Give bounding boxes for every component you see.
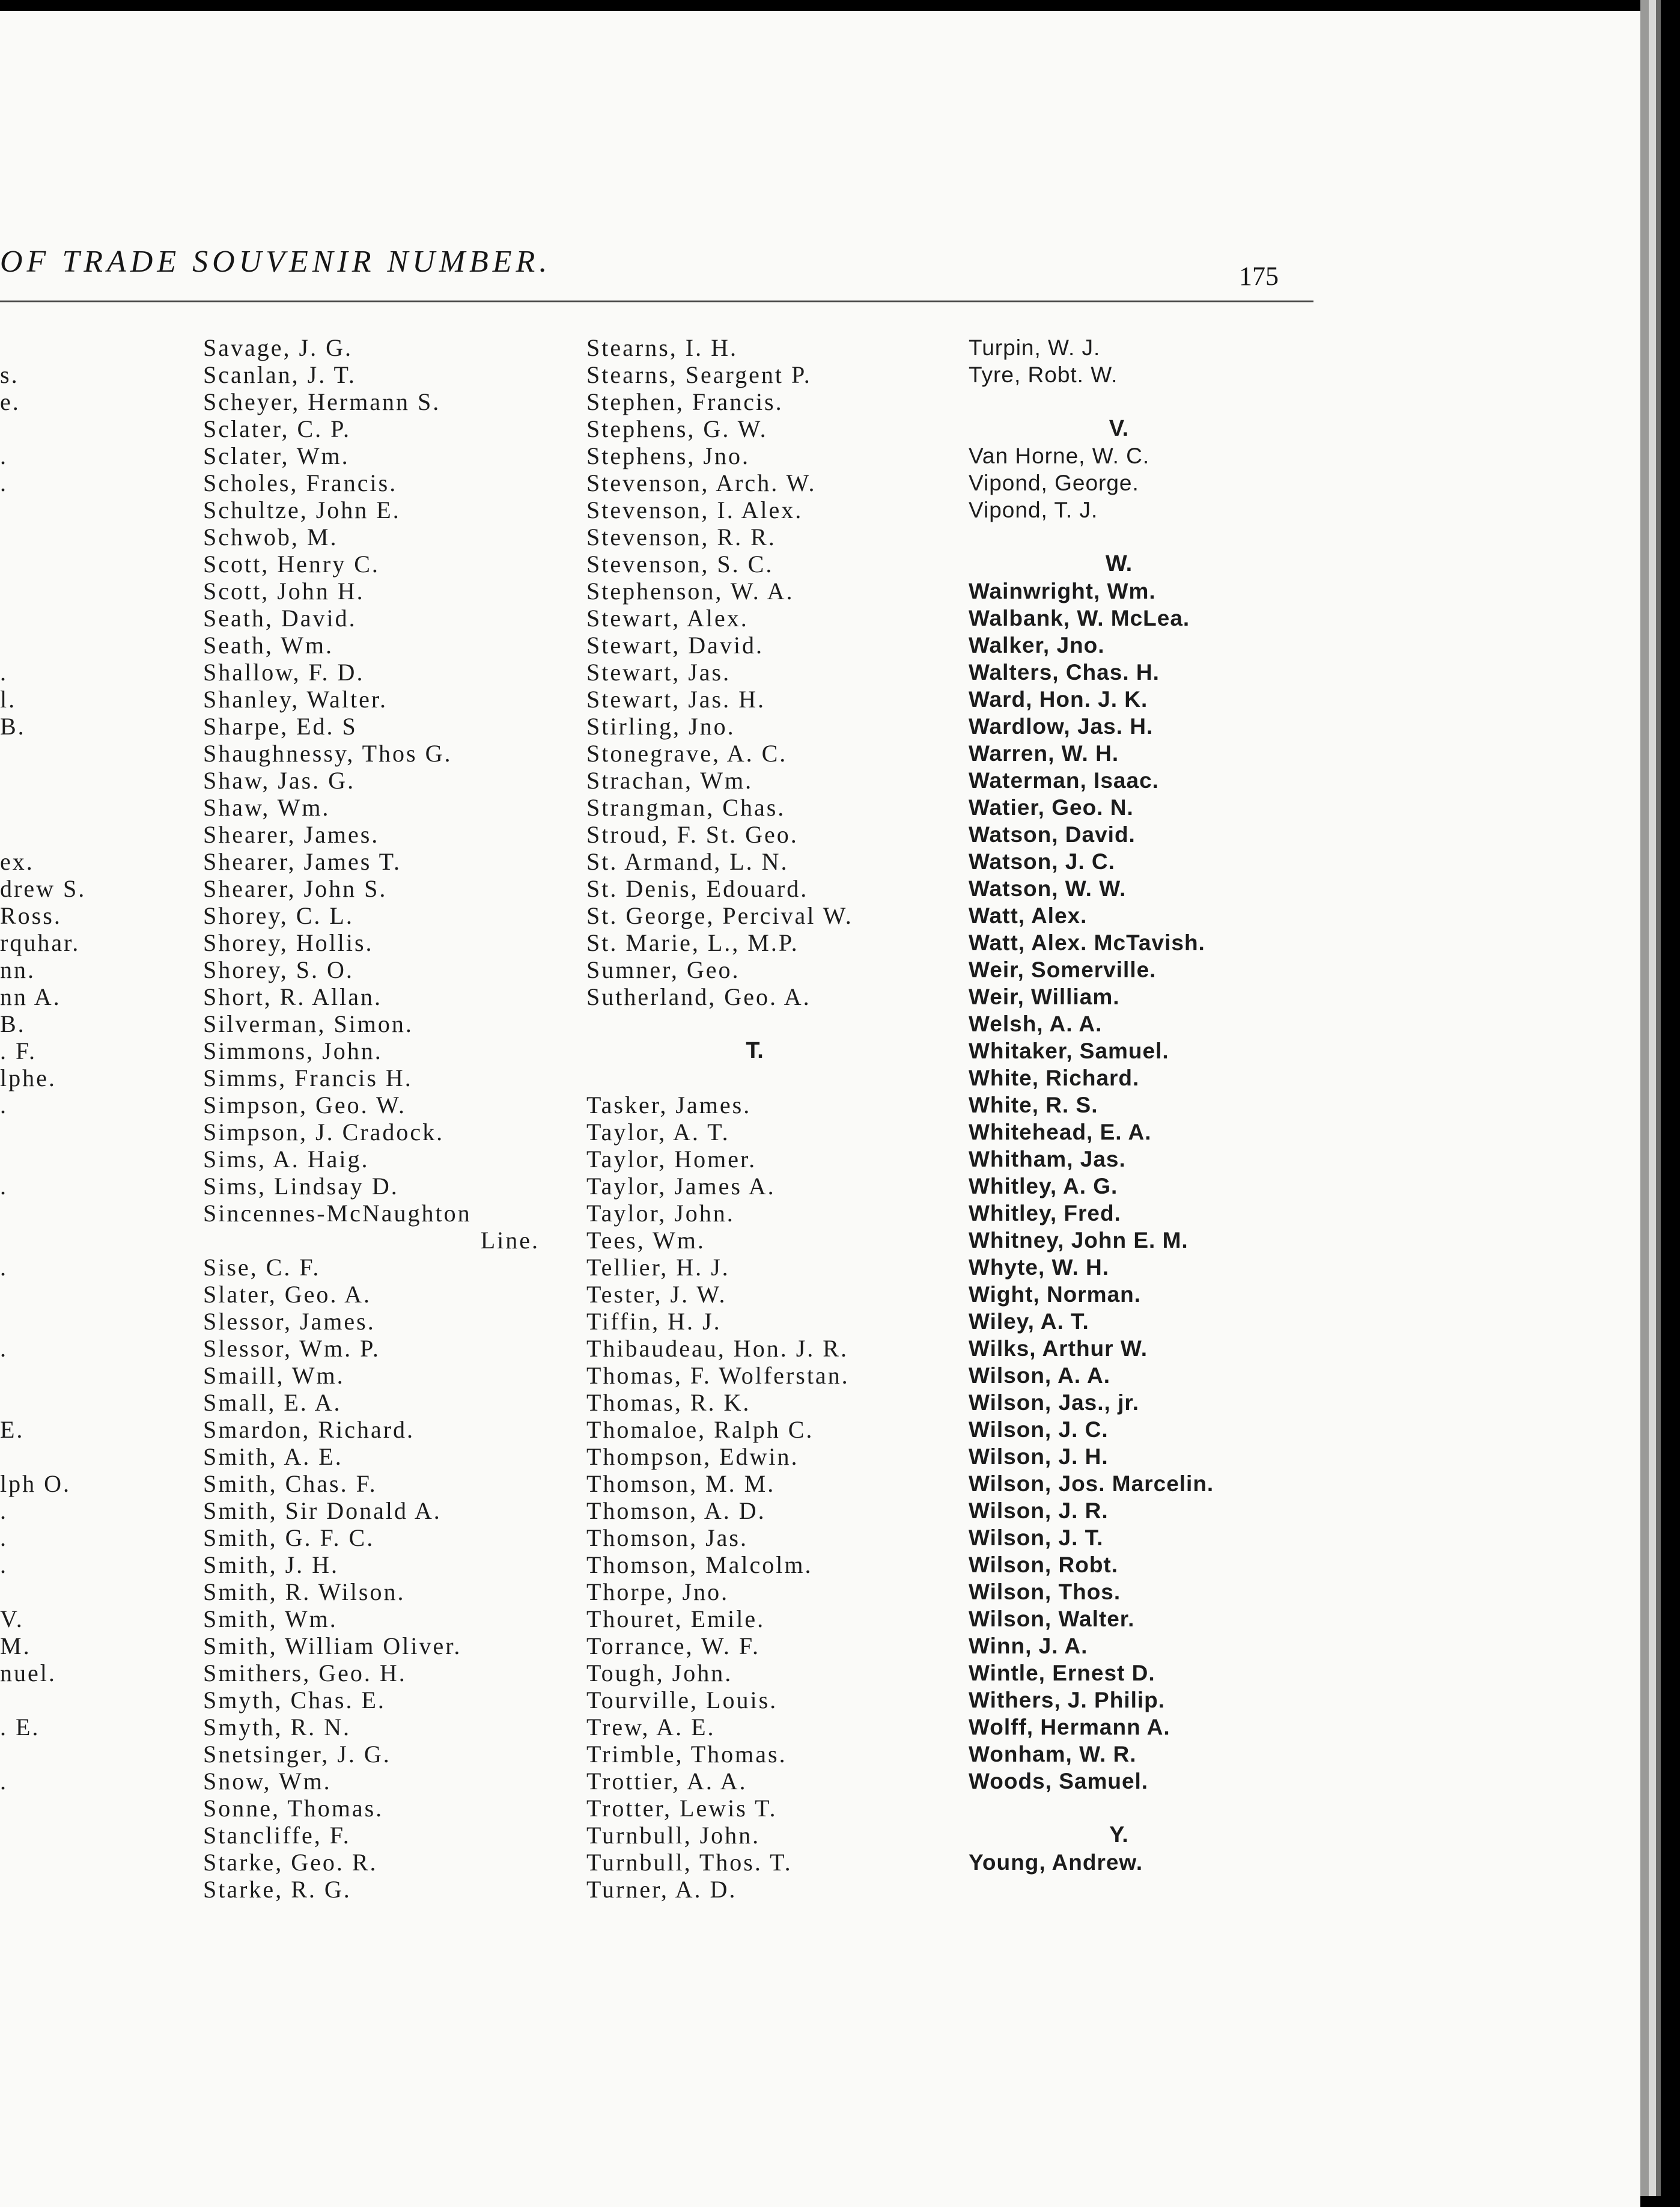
name-fragment	[0, 334, 108, 361]
name-entry: Shanley, Walter.	[203, 686, 388, 713]
section-gap	[586, 1010, 923, 1037]
name-fragment	[0, 1687, 108, 1714]
name-entry: Smyth, R. N.	[203, 1714, 352, 1741]
name-entry: Scholes, Francis.	[203, 469, 398, 496]
name-entry: Smith, Wm.	[203, 1605, 338, 1632]
name-entry: Stewart, Alex.	[586, 605, 749, 632]
name-entry: Scanlan, J. T.	[203, 361, 356, 388]
name-entry: St. Armand, L. N.	[586, 848, 789, 875]
name-entry: Shearer, James.	[203, 821, 380, 848]
name-entry: Taylor, James A.	[586, 1173, 776, 1200]
name-entry: Sincennes-McNaughton	[203, 1200, 472, 1227]
name-entry: St. Marie, L., M.P.	[586, 929, 799, 956]
name-fragment	[0, 415, 108, 442]
name-entry: Trottier, A. A.	[586, 1768, 747, 1795]
column-st-t-names	[586, 334, 923, 1903]
name-fragment: M.	[0, 1632, 31, 1659]
name-entry: Whitley, Fred.	[969, 1201, 1121, 1226]
header-rule	[0, 301, 1313, 302]
name-fragment: V.	[0, 1605, 24, 1632]
name-fragment: e.	[0, 388, 20, 415]
name-entry: Sharpe, Ed. S	[203, 713, 358, 740]
name-entry: Young, Andrew.	[969, 1850, 1143, 1875]
name-entry: Welsh, A. A.	[969, 1012, 1103, 1036]
name-entry: Stewart, David.	[586, 632, 764, 659]
section-letter: Y.	[1109, 1822, 1128, 1848]
name-entry: Thomson, Jas.	[586, 1524, 748, 1551]
name-entry: Stephenson, W. A.	[586, 578, 794, 605]
name-entry: Taylor, Homer.	[586, 1146, 757, 1173]
name-fragment: . E.	[0, 1714, 40, 1741]
name-entry: Smyth, Chas. E.	[203, 1687, 386, 1714]
name-fragment	[0, 1362, 108, 1389]
name-entry: Sclater, Wm.	[203, 442, 350, 469]
name-fragment	[0, 767, 108, 794]
section-letter: T.	[746, 1038, 764, 1063]
name-entry: Simms, Francis H.	[203, 1064, 413, 1091]
name-fragment	[0, 794, 108, 821]
name-entry: Simmons, John.	[203, 1037, 383, 1064]
name-entry: Simpson, Geo. W.	[203, 1091, 407, 1119]
section-letter: V.	[1109, 416, 1129, 441]
name-entry: Wardlow, Jas. H.	[969, 714, 1154, 739]
page-edge	[1656, 0, 1661, 2196]
name-fragment: .	[0, 1335, 8, 1362]
name-entry: Wilson, J. H.	[969, 1444, 1109, 1469]
section-gap	[969, 1795, 1269, 1822]
name-entry: Turner, A. D.	[586, 1876, 737, 1903]
name-entry: Shorey, S. O.	[203, 956, 354, 983]
name-entry: Wilson, A. A.	[969, 1363, 1111, 1388]
name-entry: Slater, Geo. A.	[203, 1281, 372, 1308]
name-fragment	[0, 740, 108, 767]
name-entry: Wight, Norman.	[969, 1282, 1142, 1307]
name-fragment: B.	[0, 1010, 26, 1037]
name-fragment: .	[0, 1497, 8, 1524]
name-entry: Thomas, R. K.	[586, 1389, 751, 1416]
name-entry: Watson, W. W.	[969, 876, 1127, 901]
name-entry: Stevenson, S. C.	[586, 551, 774, 578]
name-entry: Shallow, F. D.	[203, 659, 365, 686]
name-fragment	[0, 551, 108, 578]
name-entry: Wilson, Walter.	[969, 1607, 1135, 1631]
name-fragment	[0, 496, 108, 524]
name-fragment: Ross.	[0, 902, 62, 929]
name-entry: Shaughnessy, Thos G.	[203, 740, 452, 767]
name-entry: Scott, Henry C.	[203, 551, 380, 578]
name-entry: Ward, Hon. J. K.	[969, 687, 1148, 712]
name-entry: Winn, J. A.	[969, 1634, 1088, 1658]
name-entry: Thompson, Edwin.	[586, 1443, 799, 1470]
name-entry: White, R. S.	[969, 1093, 1098, 1117]
name-entry: Smith, R. Wilson.	[203, 1578, 406, 1605]
name-entry: Smardon, Richard.	[203, 1416, 415, 1443]
name-entry: Sumner, Geo.	[586, 956, 740, 983]
name-fragment: lph O.	[0, 1470, 71, 1497]
name-entry: Scott, John H.	[203, 578, 365, 605]
name-entry: Thomaloe, Ralph C.	[586, 1416, 814, 1443]
name-entry: Watier, Geo. N.	[969, 795, 1134, 820]
page	[0, 11, 1640, 2207]
name-fragment: .	[0, 1173, 8, 1200]
name-fragment	[0, 578, 108, 605]
name-entry: Stonegrave, A. C.	[586, 740, 788, 767]
column-left-fragment	[0, 334, 108, 1795]
name-fragment: B.	[0, 713, 26, 740]
name-entry: Smithers, Geo. H.	[203, 1659, 407, 1687]
name-entry: Smith, Chas. F.	[203, 1470, 377, 1497]
name-entry: Torrance, W. F.	[586, 1632, 760, 1659]
name-entry: Taylor, John.	[586, 1200, 735, 1227]
name-fragment	[0, 1443, 108, 1470]
name-entry: Weir, William.	[969, 984, 1120, 1009]
name-entry: Stevenson, I. Alex.	[586, 496, 803, 524]
name-entry: Thorpe, Jno.	[586, 1578, 729, 1605]
name-fragment: .	[0, 442, 8, 469]
name-entry: Walker, Jno.	[969, 633, 1105, 658]
name-entry: Vipond, George.	[969, 471, 1139, 495]
name-entry: Smith, G. F. C.	[203, 1524, 375, 1551]
name-entry: Schultze, John E.	[203, 496, 401, 524]
name-entry: Thomson, M. M.	[586, 1470, 776, 1497]
name-fragment: .	[0, 1254, 8, 1281]
name-entry: Wilson, J. C.	[969, 1417, 1109, 1442]
name-entry: Van Horne, W. C.	[969, 444, 1150, 468]
name-entry: Wilks, Arthur W.	[969, 1336, 1148, 1361]
name-entry: Shaw, Jas. G.	[203, 767, 356, 794]
name-entry: Smith, J. H.	[203, 1551, 339, 1578]
name-entry: Sonne, Thomas.	[203, 1795, 384, 1822]
name-entry: Whitham, Jas.	[969, 1147, 1126, 1171]
name-entry: Wolff, Hermann A.	[969, 1715, 1170, 1739]
name-entry: Trotter, Lewis T.	[586, 1795, 778, 1822]
name-entry: Thouret, Emile.	[586, 1605, 765, 1632]
name-fragment	[0, 605, 108, 632]
name-fragment	[0, 1741, 108, 1768]
name-entry: Stephens, G. W.	[586, 415, 768, 442]
name-entry: Wilson, J. R.	[969, 1498, 1109, 1523]
name-entry: Turnbull, John.	[586, 1822, 761, 1849]
name-fragment	[0, 1308, 108, 1335]
section-gap	[969, 388, 1269, 415]
name-entry: Shaw, Wm.	[203, 794, 330, 821]
name-entry: Smith, William Oliver.	[203, 1632, 462, 1659]
name-entry: Stephens, Jno.	[586, 442, 750, 469]
name-entry: Wilson, Robt.	[969, 1552, 1119, 1577]
name-entry: Wilson, Jos. Marcelin.	[969, 1471, 1214, 1496]
name-entry: Seath, David.	[203, 605, 357, 632]
name-entry: Schwob, M.	[203, 524, 338, 551]
name-entry: Tester, J. W.	[586, 1281, 727, 1308]
name-entry: Tyre, Robt. W.	[969, 362, 1118, 387]
name-entry: Tough, John.	[586, 1659, 733, 1687]
name-entry: Stirling, Jno.	[586, 713, 735, 740]
name-entry: Walbank, W. McLea.	[969, 606, 1190, 630]
name-entry: Tellier, H. J.	[586, 1254, 730, 1281]
name-entry: Weir, Somerville.	[969, 957, 1157, 982]
name-entry: Sclater, C. P.	[203, 415, 351, 442]
name-entry: Slessor, James.	[203, 1308, 376, 1335]
name-fragment	[0, 632, 108, 659]
name-fragment: E.	[0, 1416, 25, 1443]
name-fragment	[0, 1200, 108, 1227]
name-fragment: drew S.	[0, 875, 87, 902]
name-entry: Woods, Samuel.	[969, 1769, 1149, 1793]
section-gap	[586, 1064, 923, 1091]
name-entry: Stewart, Jas.	[586, 659, 731, 686]
name-entry: Watson, J. C.	[969, 849, 1115, 874]
page-edge	[1640, 0, 1649, 2196]
name-entry: Strachan, Wm.	[586, 767, 753, 794]
name-entry: Stephen, Francis.	[586, 388, 784, 415]
name-entry: Whitley, A. G.	[969, 1174, 1118, 1198]
name-entry: Vipond, T. J.	[969, 498, 1098, 522]
name-entry: Walters, Chas. H.	[969, 660, 1160, 685]
name-entry: Thibaudeau, Hon. J. R.	[586, 1335, 848, 1362]
name-fragment	[0, 1578, 108, 1605]
name-entry: Wainwright, Wm.	[969, 579, 1156, 603]
name-entry: Stroud, F. St. Geo.	[586, 821, 799, 848]
name-entry: St. Denis, Edouard.	[586, 875, 809, 902]
name-entry: Tourville, Louis.	[586, 1687, 778, 1714]
name-fragment	[0, 821, 108, 848]
name-entry: Simpson, J. Cradock.	[203, 1119, 445, 1146]
name-entry: Tasker, James.	[586, 1091, 752, 1119]
name-entry: Stewart, Jas. H.	[586, 686, 765, 713]
name-entry: Whitaker, Samuel.	[969, 1039, 1169, 1063]
name-entry: Small, E. A.	[203, 1389, 342, 1416]
name-fragment: ex.	[0, 848, 34, 875]
name-entry: Stancliffe, F.	[203, 1822, 351, 1849]
name-fragment: .	[0, 659, 8, 686]
name-entry: Tiffin, H. J.	[586, 1308, 722, 1335]
name-fragment	[0, 524, 108, 551]
name-entry: Withers, J. Philip.	[969, 1688, 1166, 1712]
name-entry: Smith, Sir Donald A.	[203, 1497, 442, 1524]
name-entry: Wilson, J. T.	[969, 1525, 1104, 1550]
name-entry: Watt, Alex. McTavish.	[969, 930, 1205, 955]
name-entry: Smaill, Wm.	[203, 1362, 345, 1389]
column-s-names	[203, 334, 540, 1903]
name-fragment: rquhar.	[0, 929, 81, 956]
name-entry: Stearns, I. H.	[586, 334, 738, 361]
name-entry: Whitney, John E. M.	[969, 1228, 1188, 1253]
name-fragment: nn A.	[0, 983, 61, 1010]
name-fragment: nn.	[0, 956, 35, 983]
name-fragment	[0, 1227, 108, 1254]
name-entry: Strangman, Chas.	[586, 794, 786, 821]
name-entry: Snetsinger, J. G.	[203, 1741, 391, 1768]
name-entry: Waterman, Isaac.	[969, 768, 1159, 793]
name-entry: Taylor, A. T.	[586, 1119, 730, 1146]
name-fragment: .	[0, 1768, 8, 1795]
name-entry: Watson, David.	[969, 822, 1136, 847]
section-gap	[969, 524, 1269, 551]
name-entry: Stevenson, R. R.	[586, 524, 776, 551]
name-entry: Whyte, W. H.	[969, 1255, 1109, 1280]
name-fragment: .	[0, 1551, 8, 1578]
column-t-y-names	[969, 334, 1269, 1876]
name-fragment	[0, 1389, 108, 1416]
name-entry: St. George, Percival W.	[586, 902, 853, 929]
name-fragment: .	[0, 1524, 8, 1551]
name-entry: Tees, Wm.	[586, 1227, 705, 1254]
name-entry: Scheyer, Hermann S.	[203, 388, 441, 415]
name-entry: Wilson, Thos.	[969, 1580, 1121, 1604]
name-fragment: lphe.	[0, 1064, 56, 1091]
page-number: 175	[1239, 261, 1279, 291]
name-entry: Shearer, John S.	[203, 875, 388, 902]
name-entry: Seath, Wm.	[203, 632, 334, 659]
name-entry: Wiley, A. T.	[969, 1309, 1089, 1334]
name-entry: Smith, A. E.	[203, 1443, 343, 1470]
name-entry: Starke, Geo. R.	[203, 1849, 378, 1876]
name-entry: Silverman, Simon.	[203, 1010, 413, 1037]
name-entry: Thomson, Malcolm.	[586, 1551, 813, 1578]
name-entry: Sutherland, Geo. A.	[586, 983, 811, 1010]
name-entry: Shearer, James T.	[203, 848, 402, 875]
name-entry: Thomson, A. D.	[586, 1497, 766, 1524]
name-fragment	[0, 1281, 108, 1308]
name-fragment: nuel.	[0, 1659, 56, 1687]
name-entry: Sims, Lindsay D.	[203, 1173, 399, 1200]
name-entry: Warren, W. H.	[969, 741, 1119, 766]
name-entry: Short, R. Allan.	[203, 983, 383, 1010]
name-entry: Sise, C. F.	[203, 1254, 321, 1281]
name-fragment: s.	[0, 361, 19, 388]
section-letter: W.	[1105, 551, 1133, 576]
name-fragment: .	[0, 469, 8, 496]
name-fragment: l.	[0, 686, 17, 713]
name-entry: Thomas, F. Wolferstan.	[586, 1362, 850, 1389]
name-entry: Trimble, Thomas.	[586, 1741, 787, 1768]
name-entry: Whitehead, E. A.	[969, 1120, 1152, 1144]
name-entry: Shorey, Hollis.	[203, 929, 374, 956]
name-entry: Slessor, Wm. P.	[203, 1335, 380, 1362]
name-fragment	[0, 1146, 108, 1173]
name-entry: Sims, A. Haig.	[203, 1146, 370, 1173]
page-header-title: OF TRADE SOUVENIR NUMBER.	[0, 245, 552, 279]
name-entry: Starke, R. G.	[203, 1876, 352, 1903]
name-entry: Savage, J. G.	[203, 334, 353, 361]
name-entry: Snow, Wm.	[203, 1768, 332, 1795]
name-entry: Wintle, Ernest D.	[969, 1661, 1155, 1685]
name-entry: Wilson, Jas., jr.	[969, 1390, 1139, 1415]
name-entry: Shorey, C. L.	[203, 902, 354, 929]
name-fragment	[0, 1119, 108, 1146]
name-entry: White, Richard.	[969, 1066, 1140, 1090]
name-entry: Stearns, Seargent P.	[586, 361, 812, 388]
name-fragment: .	[0, 1091, 8, 1119]
name-entry: Trew, A. E.	[586, 1714, 716, 1741]
page-edge	[1649, 0, 1656, 2196]
name-continuation: Line.	[480, 1227, 540, 1254]
name-entry: Turnbull, Thos. T.	[586, 1849, 793, 1876]
name-entry: Turpin, W. J.	[969, 335, 1101, 360]
name-entry: Watt, Alex.	[969, 903, 1088, 928]
name-entry: Stevenson, Arch. W.	[586, 469, 817, 496]
name-fragment: . F.	[0, 1037, 37, 1064]
name-entry: Wonham, W. R.	[969, 1742, 1137, 1766]
